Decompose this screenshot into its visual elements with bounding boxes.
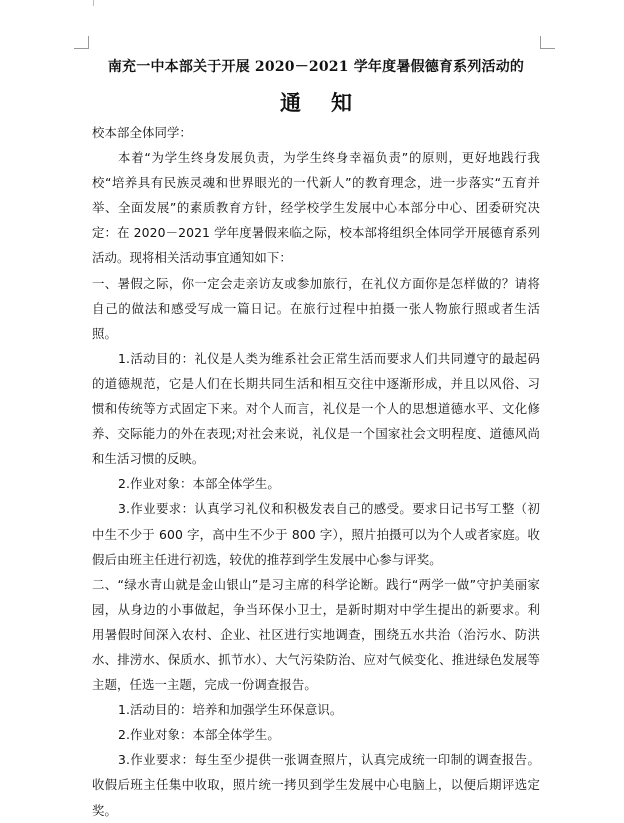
section1-purpose: 1.活动目的：礼仪是人类为维系社会正常生活而要求人们共同遵守的最起码的道德规范，它是人们在长期共同生活和相互交往中逐渐形成，并且以风俗、习惯和传统等方式固定下来。对个人而言，礼仪是一个人的思想道德水平、文化修养、交际能力的外在表现;对社会来说，礼仪是一个国家社会文明程度、道德风尚和生活习惯的反映。: [92, 350, 540, 467]
section1-target: 2.作业对象：本部全体学生。: [118, 476, 280, 492]
ruler-tick: [93, 0, 94, 6]
section2-target: 2.作业对象：本部全体学生。: [118, 727, 280, 743]
salutation: 校本部全体同学：: [92, 125, 192, 140]
notice-heading: 通知: [280, 90, 382, 115]
section2-requirement: 3.作业要求：每生至少提供一张调查照片，认真完成统一印制的调查报告。收假后班主任集中收取，照片统一拷贝到学生发展中心电脑上，以便后期评选定奖。: [92, 752, 540, 818]
crop-mark-top-left: [74, 36, 89, 49]
crop-mark-top-right: [540, 36, 555, 49]
document-page[interactable]: [92, 56, 540, 823]
section2-heading: 二、“绿水青山就是金山银山”是习主席的科学论断。践行“两学一做”守护美丽家园，从身边的小事做起，争当环保小卫士，是新时期对中学生提出的新要求。利用暑假时间深入农村、企业、社区进行实地调查，围绕五水共治（治污水、防洪水、排涝水、保质水、抓节水）、大气污染防治、应对气候变化、推进绿色发展等主题，任选一主题，完成一份调查报告。: [92, 576, 540, 693]
section1-heading: 一、暑假之际，你一定会走亲访友或参加旅行，在礼仪方面你是怎样做的？请将自己的做法和感受写成一篇日记。在旅行过程中拍摄一张人物旅行照或者生活照。: [92, 275, 540, 341]
section1-requirement: 3.作业要求：认真学习礼仪和积极发表自己的感受。要求日记书写工整（初中生不少于 600 字，高中生不少于 800 字），照片拍摄可以为个人或者家庭。收假后由班主任进行初选，较优的推荐到学生发展中心参与评奖。: [92, 501, 540, 567]
notice-title: 南充一中本部关于开展 2020－2021 学年度暑假德育系列活动的: [107, 59, 525, 75]
section2-purpose: 1.活动目的：培养和加强学生环保意识。: [118, 702, 343, 718]
intro-paragraph: 本着“为学生终身发展负责，为学生终身幸福负责”的原则，更好地践行我校“培养具有民族灵魂和世界眼光的一代新人”的教育理念，进一步落实“五育并举、全面发展”的素质教育方针，经学校学生发展中心本部分中心、团委研究决定：在 2020－2021 学年度暑假来临之际，校本部将组织全体同学开展德育系列活动。现将相关活动事宜通知如下：: [92, 150, 540, 266]
